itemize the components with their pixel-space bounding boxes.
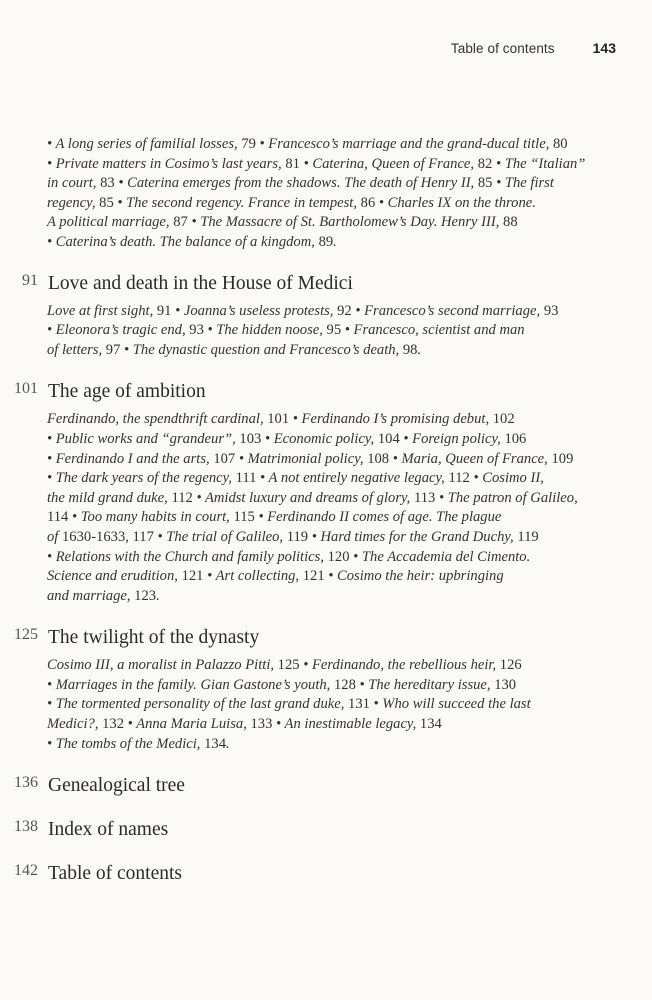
- subentry-line: • Relations with the Church and family politics, 120 • The Accademia del Cimento.: [47, 548, 531, 565]
- section-page-number: 136: [14, 774, 38, 792]
- table-of-contents: [0, 129, 652, 886]
- subentry-line: • Caterina’s death. The balance of a kingdom, 89.: [47, 233, 337, 250]
- section-subentries: [47, 656, 652, 754]
- toc-section: [0, 774, 652, 798]
- subentry-line: • Eleonora’s tragic end, 93 • The hidden noose, 95 • Francesco, scientist and man: [47, 322, 525, 339]
- running-head: [451, 40, 616, 56]
- page-number: 143: [592, 40, 616, 56]
- section-page-number: 142: [14, 862, 38, 880]
- section-title: Genealogical tree: [48, 775, 185, 797]
- section-title: Love and death in the House of Medici: [48, 272, 353, 294]
- toc-section: [0, 626, 652, 754]
- subentry-line: of letters, 97 • The dynastic question and Francesco’s death, 98.: [47, 341, 422, 358]
- subentry-line: Medici?, 132 • Anna Maria Luisa, 133 • An inestimable legacy, 134: [47, 716, 442, 733]
- continued-subentries: [47, 135, 652, 253]
- subentry-line: Ferdinando, the spendthrift cardinal, 101 • Ferdinando I’s promising debut, 102: [47, 411, 515, 428]
- subentry-line: and marriage, 123.: [47, 587, 160, 604]
- section-subentries: [47, 410, 652, 606]
- subentry-line: • The dark years of the regency, 111 • A not entirely negative legacy, 112 • Cosimo II,: [47, 470, 544, 487]
- subentry-line: • The tombs of the Medici, 134.: [47, 735, 230, 752]
- subentry-line: regency, 85 • The second regency. France in tempest, 86 • Charles IX on the throne.: [47, 194, 536, 211]
- toc-section: [0, 862, 652, 886]
- subentry-line: of 1630-1633, 117 • The trial of Galileo, 119 • Hard times for the Grand Duchy, 119: [47, 528, 539, 545]
- subentry-line: • Marriages in the family. Gian Gastone’s youth, 128 • The hereditary issue, 130: [47, 676, 517, 693]
- subentry-line: the mild grand duke, 112 • Amidst luxury and dreams of glory, 113 • The patron of Galileo,: [47, 489, 578, 506]
- continued-section: [0, 135, 652, 253]
- subentry-line: 114 • Too many habits in court, 115 • Ferdinando II comes of age. The plague: [47, 509, 502, 526]
- running-title: Table of contents: [450, 41, 555, 56]
- section-subentries: [47, 302, 652, 361]
- subentry-line: in court, 83 • Caterina emerges from the shadows. The death of Henry II, 85 • The first: [47, 175, 554, 192]
- section-page-number: 91: [22, 271, 38, 289]
- section-page-number: 125: [14, 626, 38, 644]
- section-title: The twilight of the dynasty: [48, 627, 260, 649]
- section-title: The age of ambition: [48, 381, 206, 403]
- subentry-line: Love at first sight, 91 • Joanna’s useless protests, 92 • Francesco’s second marriage, 93: [47, 302, 559, 319]
- subentry-line: • A long series of familial losses, 79 • Francesco’s marriage and the grand-ducal title, 80: [47, 136, 568, 152]
- subentry-line: • The tormented personality of the last grand duke, 131 • Who will succeed the last: [47, 696, 531, 713]
- section-page-number: 138: [14, 818, 38, 836]
- subentry-line: A political marriage, 87 • The Massacre of St. Bartholomew’s Day. Henry III, 88: [47, 214, 518, 231]
- section-page-number: 101: [14, 380, 38, 398]
- section-title: Table of contents: [48, 863, 183, 885]
- subentry-line: • Private matters in Cosimo’s last years, 81 • Caterina, Queen of France, 82 • The “Italian”: [47, 155, 586, 172]
- subentry-line: Cosimo III, a moralist in Palazzo Pitti, 125 • Ferdinando, the rebellious heir, 126: [47, 657, 522, 674]
- toc-section: [0, 818, 652, 842]
- section-title: Index of names: [48, 819, 169, 841]
- subentry-line: Science and erudition, 121 • Art collecting, 121 • Cosimo the heir: upbringing: [47, 568, 504, 585]
- toc-section: [0, 380, 652, 606]
- toc-section: [0, 272, 652, 361]
- subentry-line: • Ferdinando I and the arts, 107 • Matrimonial policy, 108 • Maria, Queen of France, 109: [47, 450, 574, 467]
- subentry-line: • Public works and “grandeur”, 103 • Economic policy, 104 • Foreign policy, 106: [47, 430, 527, 447]
